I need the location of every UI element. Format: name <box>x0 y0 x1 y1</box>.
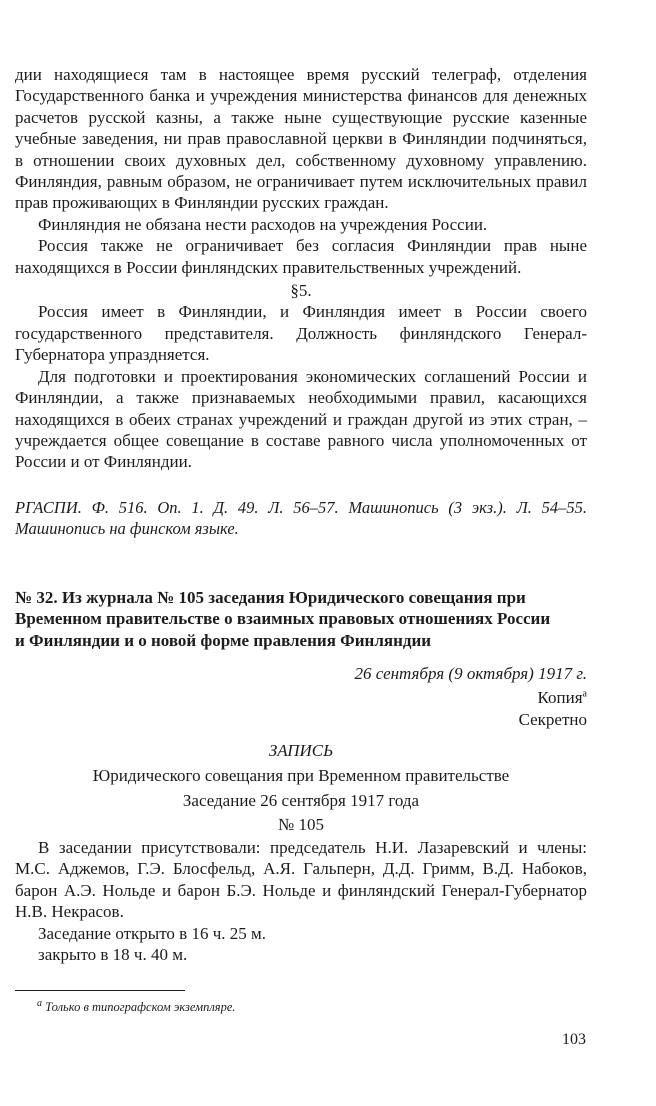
copy-label-line <box>15 687 587 708</box>
heading-line: и Финляндии и о новой форме правления Финляндии <box>15 630 432 650</box>
footnote-marker: а <box>37 997 42 1009</box>
archive-source: РГАСПИ. Ф. 516. Оп. 1. Д. 49. Л. 56–57. Машинопись (3 экз.). Л. 54–55. Машинопись на финском языке. <box>15 498 587 539</box>
page-number: 103 <box>562 1031 586 1048</box>
heading-line: Временном правительстве о взаимных правовых отношениях России <box>15 609 551 629</box>
record-header <box>15 740 587 836</box>
decree-text-block <box>15 64 587 473</box>
archive-source-block <box>15 497 587 540</box>
footnote-text: Только в типографском экземпляре. <box>45 1000 236 1014</box>
session-closed: закрыто в 18 ч. 40 м. <box>38 945 188 965</box>
footnote-marker: а <box>582 688 587 700</box>
record-title: ЗАПИСЬ <box>268 741 334 760</box>
meeting-body-name: Юридического совещания при Временном правительстве <box>92 766 510 786</box>
document-meta <box>15 663 587 730</box>
record-body <box>15 837 587 965</box>
heading-line: № 32. Из журнала № 105 заседания Юридического совещания при <box>15 588 526 607</box>
document-heading <box>15 587 587 651</box>
paragraph-continuation: дии находящиеся там в настоящее время русский телеграф, отделения Государственного банка и учреждения министерства финансов для денежных расчетов русской казны, а также ныне существующие русские казенные учебные заведения, ни прав православной церкви в Финляндии подчиняться, в отношении своих духовных дел, собственному духовному управлению. Финляндия, равным образом, не ограничивает путем исключительных правил прав проживающих в Финляндии русских граждан. <box>15 65 587 213</box>
secret-label: Секретно <box>518 709 587 729</box>
session-number: № 105 <box>278 815 324 835</box>
paragraph-representative: Россия имеет в Финляндии, и Финляндия имеет в России своего государственного представителя. Должность финляндского Генерал-Губернатора упраздняется. <box>15 302 587 365</box>
footnote <box>37 997 236 1015</box>
session-date: Заседание 26 сентября 1917 года <box>182 790 420 810</box>
section-mark: §5. <box>290 281 312 301</box>
attendance-paragraph: В заседании присутствовали: председатель Н.И. Лазаревский и члены: М.С. Аджемов, Г.Э. Блосфельд, А.Я. Гальперн, Д.Д. Гримм, В.Д. Набоков, барон А.Э. Нольде и барон Б.Э. Нольде и финляндский Генерал-Губернатор Н.В. Некрасов. <box>15 838 587 922</box>
document-date: 26 сентября (9 октября) 1917 г. <box>354 664 587 683</box>
copy-label: Копия <box>537 688 583 708</box>
footnote-divider <box>15 990 185 991</box>
paragraph-russia-limits: Россия также не ограничивает без согласия Финляндии прав ныне находящихся в России финляндских правительственных учреждений. <box>15 236 587 277</box>
session-opened: Заседание открыто в 16 ч. 25 м. <box>38 923 266 943</box>
paragraph-expenses: Финляндия не обязана нести расходов на учреждения России. <box>38 214 488 234</box>
paragraph-conference: Для подготовки и проектирования экономических соглашений России и Финляндии, а также признаваемых необходимыми правил, касающихся находящихся в обеих странах учреждений и граждан другой из этих стран, – учреждается общее совещание в составе равного числа уполномоченных от России и от Финляндии. <box>15 366 587 472</box>
